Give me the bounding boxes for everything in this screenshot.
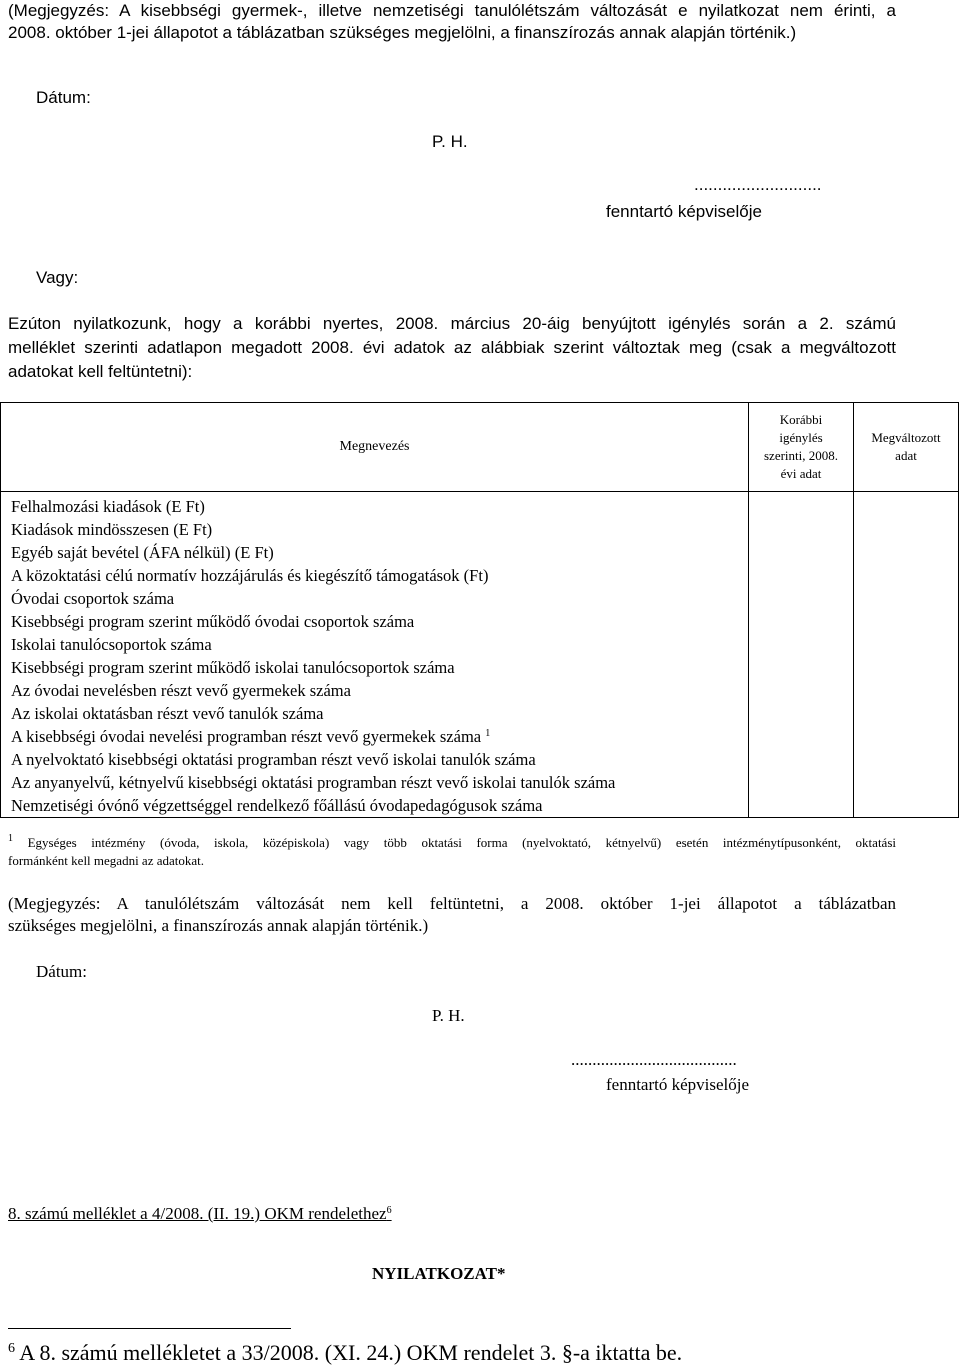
table-row: Az óvodai nevelésben részt vevő gyermekek száma — [11, 681, 351, 700]
table-row: Egyéb saját bevétel (ÁFA nélkül) (E Ft) — [11, 543, 274, 562]
footnote-6-mark: 6 — [8, 1341, 15, 1356]
footnote-separator — [8, 1328, 291, 1329]
signature-dots-2: ....................................... — [571, 1050, 737, 1069]
footnote-ref: 1 — [485, 728, 491, 739]
row-labels — [1, 492, 749, 818]
top-note-line-1: (Megjegyzés: A kisebbségi gyermek-, illetve nemzetiségi tanulólétszám változását e nyilatkozat nem érinti, a — [8, 1, 896, 20]
stamp-placeholder-2: P. H. — [432, 1006, 465, 1025]
footnote-6-text: A 8. számú mellékletet a 33/2008. (XI. 24.) OKM rendelet 3. §-a iktatta be. — [15, 1340, 683, 1365]
second-note-line-2: szükséges megjelölni, a finanszírozás annak alapján történik.) — [8, 916, 429, 935]
table-row: Óvodai csoportok száma — [11, 589, 175, 608]
second-note — [8, 893, 896, 937]
header-previous-line-4: évi adat — [780, 466, 822, 481]
table-row: A nyelvoktató kisebbségi oktatási programban részt vevő iskolai tanulók száma — [11, 750, 536, 769]
table-row: Az anyanyelvű, kétnyelvű kisebbségi oktatási programban részt vevő iskolai tanulók száma — [11, 773, 616, 792]
annex-footnote-ref: 6 — [386, 1205, 392, 1216]
declaration-title: NYILATKOZAT* — [372, 1264, 506, 1283]
footnote-1 — [8, 834, 896, 870]
header-previous-data — [749, 403, 854, 492]
footnote-6 — [8, 1340, 682, 1366]
table-row: Az iskolai oktatásban részt vevő tanulók száma — [11, 704, 324, 723]
signer-title-2: fenntartó képviselője — [606, 1075, 750, 1094]
table-row: Kisebbségi program szerint működő iskolai tanulócsoportok száma — [11, 658, 455, 677]
previous-data-cell[interactable] — [749, 492, 854, 818]
table-row: Kisebbségi program szerint működő óvodai csoportok száma — [11, 612, 415, 631]
top-note — [8, 0, 896, 44]
footnote-1-line-1 — [8, 834, 896, 852]
or-label: Vagy: — [36, 268, 79, 287]
changed-data-cell[interactable] — [854, 492, 959, 818]
header-previous-line-3: szerinti, 2008. — [763, 448, 838, 463]
header-changed-data — [854, 403, 959, 492]
signer-title: fenntartó képviselője — [606, 202, 762, 221]
footnote-1-text-1: Egységes intézmény (óvoda, iskola, középiskola) vagy több oktatási forma (nyelvoktató, kétnyelvű) esetén intézménytípusonként, oktatási — [27, 835, 896, 850]
declaration-paragraph — [8, 312, 896, 384]
table-row-text: A kisebbségi óvodai nevelési programban részt vevő gyermekek száma — [11, 727, 482, 746]
table-row: Iskolai tanulócsoportok száma — [11, 635, 212, 654]
header-changed-line-2: adat — [895, 448, 917, 463]
table-row: A közoktatási célú normatív hozzájárulás és kiegészítő támogatások (Ft) — [11, 566, 489, 585]
footnote-1-mark: 1 — [8, 833, 13, 844]
table-row: Felhalmozási kiadások (E Ft) — [11, 497, 205, 516]
header-previous-line-1: Korábbi — [779, 412, 823, 427]
signature-dots: ........................... — [694, 175, 822, 194]
header-previous-line-2: igénylés — [779, 430, 823, 445]
table-header-row — [1, 403, 959, 492]
date-label: Dátum: — [36, 88, 91, 107]
table-row: Nemzetiségi óvónő végzettséggel rendelkező főállású óvodapedagógusok száma — [11, 796, 543, 815]
footnote-1-line-2: formánként kell megadni az adatokat. — [8, 853, 205, 868]
declaration-line-3: adatokat kell feltüntetni): — [8, 362, 193, 381]
data-table — [0, 402, 959, 818]
second-note-line-1: (Megjegyzés: A tanulólétszám változását nem kell feltüntetni, a 2008. október 1-jei állapotot a táblázatban — [8, 894, 896, 913]
date-label-2: Dátum: — [36, 962, 87, 981]
header-name-text: Megnevezés — [339, 439, 410, 454]
header-changed-line-1: Megváltozott — [871, 430, 941, 445]
table-body-row — [1, 492, 959, 818]
declaration-line-2: melléklet szerinti adatlapon megadott 2008. évi adatok az alábbiak szerint változtak meg (csak a megváltozott — [8, 338, 896, 357]
top-note-line-2: 2008. október 1-jei állapotot a táblázatban szükséges megjelölni, a finanszírozás annak alapján történik.) — [8, 23, 797, 42]
annex-heading-text: 8. számú melléklet a 4/2008. (II. 19.) OKM rendelethez — [8, 1204, 387, 1223]
table-row: Kiadások mindösszesen (E Ft) — [11, 520, 213, 539]
header-name — [1, 403, 749, 492]
stamp-placeholder: P. H. — [432, 132, 468, 151]
annex-heading — [8, 1204, 392, 1224]
declaration-line-1: Ezúton nyilatkozunk, hogy a korábbi nyertes, 2008. március 20-áig benyújtott igénylés során a 2. számú — [8, 314, 896, 333]
table-row-footnoted — [11, 725, 748, 748]
